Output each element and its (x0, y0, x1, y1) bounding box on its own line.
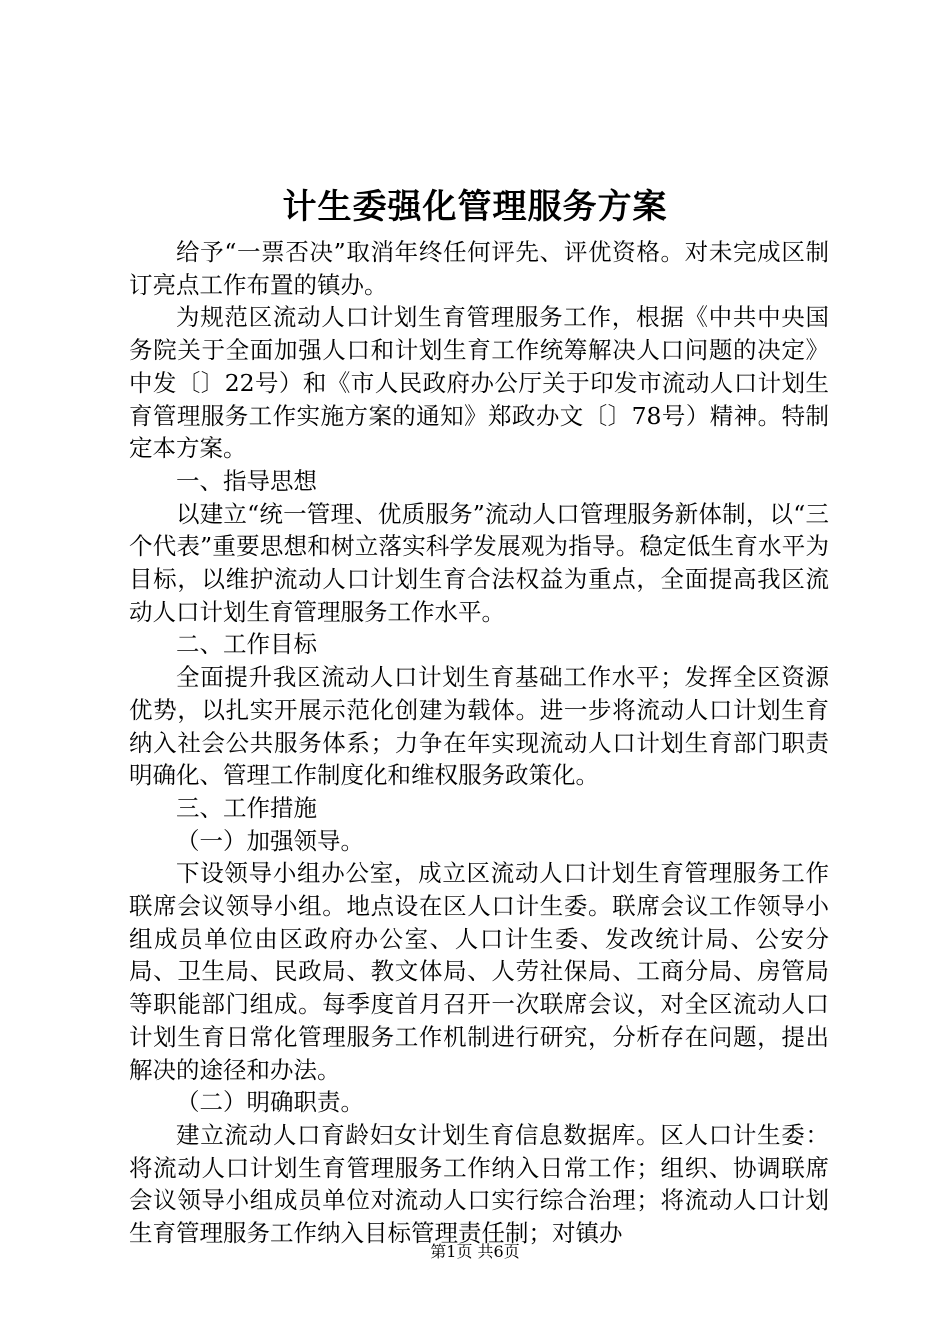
subsection-heading-1: （一）加强领导。 (176, 826, 364, 855)
paragraph-3: 以建立“统一管理、优质服务”流动人口管理服务新体制，以“三个代表”重要思想和树立落实科学发展观为指导。稳定低生育水平为目标，以维护流动人口计划生育合法权益为重点，全面提高我区流动人口计划生育管理服务工作水平。 (129, 499, 829, 626)
paragraph-6: 建立流动人口育龄妇女计划生育信息数据库。区人口计生委：将流动人口计划生育管理服务工作纳入日常工作；组织、协调联席会议领导小组成员单位对流动人口实行综合治理；将流动人口计划生育管理服务工作纳入目标管理责任制；对镇办 (129, 1120, 829, 1248)
paragraph-2: 为规范区流动人口计划生育管理服务工作，根据《中共中央国务院关于全面加强人口和计划生育工作统筹解决人口问题的决定》中发〔〕22号）和《市人民政府办公厅关于印发市流动人口计划生育管理服务工作实施方案的通知》郑政办文〔〕78号）精神。特制定本方案。 (129, 303, 829, 463)
section-heading-2: 二、工作目标 (176, 630, 317, 659)
document-body (129, 236, 829, 1250)
section-heading-1: 一、指导思想 (176, 466, 317, 495)
paragraph-4: 全面提升我区流动人口计划生育基础工作水平；发挥全区资源优势，以扎实开展示范化创建为载体。进一步将流动人口计划生育纳入社会公共服务体系；力争在年实现流动人口计划生育部门职责明确化、管理工作制度化和维权服务政策化。 (129, 663, 829, 790)
section-heading-3: 三、工作措施 (176, 793, 317, 822)
page-number-footer: 第1页 共6页 (430, 1242, 520, 1261)
subsection-heading-2: （二）明确职责。 (176, 1088, 364, 1117)
paragraph-5: 下设领导小组办公室，成立区流动人口计划生育管理服务工作联席会议领导小组。地点设在区人口计生委。联席会议工作领导小组成员单位由区政府办公室、人口计生委、发改统计局、公安分局、卫生局、民政局、教文体局、人劳社保局、工商分局、房管局等职能部门组成。每季度首月召开一次联席会议，对全区流动人口计划生育日常化管理服务工作机制进行研究，分析存在问题，提出解决的途径和办法。 (129, 859, 829, 1084)
paragraph-1: 给予“一票否决”取消年终任何评先、评优资格。对未完成区制订亮点工作布置的镇办。 (129, 238, 829, 299)
page-title: 计生委强化管理服务方案 (282, 187, 668, 227)
